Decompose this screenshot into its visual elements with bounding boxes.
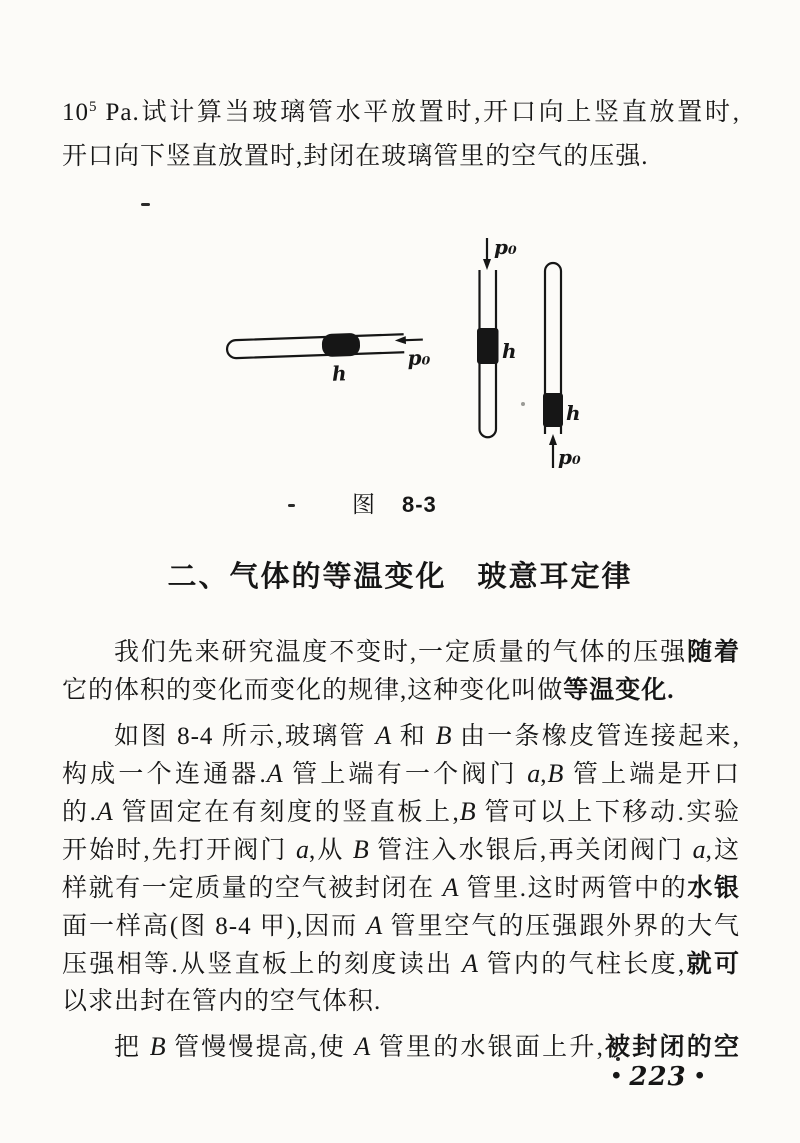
text-segment: 开始时,先打开阀门	[62, 837, 296, 864]
text-segment: a	[692, 835, 706, 864]
label-p0: p₀	[407, 345, 431, 371]
text-line	[62, 82, 740, 132]
tube-horizontal-outline	[227, 334, 405, 358]
text-segment: 和	[391, 723, 436, 750]
text-line	[62, 634, 740, 672]
text-segment: 面一样高(图 8-4 甲),因而	[62, 913, 367, 940]
text-segment: 10	[62, 99, 89, 126]
text-segment: B	[547, 759, 564, 788]
text-segment: 的.	[62, 799, 97, 826]
text-segment: 构成一个连通器.	[62, 761, 267, 788]
paragraph	[62, 1028, 740, 1066]
label-h: h	[566, 401, 581, 425]
text-segment: 管慢慢提高,使	[165, 1034, 355, 1061]
tube-horizontal	[227, 330, 432, 389]
text-segment: A	[375, 721, 392, 750]
text-segment: 就可	[685, 951, 740, 978]
text-segment: 随着	[687, 639, 740, 666]
text-line	[62, 869, 740, 907]
text-segment: 由一条橡皮管连接起来,	[451, 723, 740, 750]
text-segment: A	[266, 759, 283, 788]
text-segment: 试计算当玻璃管水平放置时,开口向上竖直放置时,	[139, 99, 740, 126]
text-line	[62, 755, 740, 793]
label-h: h	[331, 361, 347, 386]
bullet-right: •	[693, 1065, 706, 1087]
scan-speck	[141, 203, 150, 206]
text-segment: B	[149, 1032, 166, 1061]
text-line	[62, 945, 740, 983]
text-segment: Pa.	[96, 99, 140, 126]
text-segment: 管上端有一个阀门	[282, 761, 528, 788]
text-segment: ,	[540, 761, 548, 788]
text-line	[62, 1028, 740, 1066]
mercury-column-vertical2	[543, 393, 563, 427]
text-line	[62, 672, 740, 710]
paragraph	[62, 717, 740, 1021]
page-number	[578, 1062, 738, 1092]
text-segment: A	[442, 873, 459, 902]
label-p0: p₀	[494, 235, 517, 259]
text-line	[62, 983, 740, 1021]
text-segment: 管固定在有刻度的竖直板上,	[112, 799, 460, 826]
figure-caption-label: 图	[352, 492, 376, 517]
text-segment: 5	[89, 99, 97, 115]
pressure-arrowhead-left	[395, 336, 406, 344]
text-segment: ,这	[705, 837, 740, 864]
text-segment: 开口向下竖直放置时,封闭在玻璃管里的空气的压强.	[62, 143, 649, 170]
text-segment: 管里空气的压强跟外界的大气	[382, 913, 740, 940]
text-line	[62, 831, 740, 869]
text-segment: 样就有一定质量的空气被封闭在	[62, 875, 443, 902]
text-line	[62, 717, 740, 755]
label-h: h	[502, 339, 517, 363]
tube-vertical-open-top	[477, 235, 517, 437]
section-heading: 二、气体的等温变化 玻意耳定律	[167, 561, 633, 593]
text-segment: ,从	[308, 837, 353, 864]
body-text	[62, 634, 740, 1066]
mercury-column-vertical1	[477, 328, 499, 364]
text-segment: B	[435, 721, 452, 750]
text-segment: 以求出封在管内的空气体积.	[62, 988, 382, 1015]
tube-vertical-open-bottom	[543, 263, 581, 469]
text-segment: 管上端是开口	[563, 761, 740, 788]
text-segment: 水银	[687, 875, 740, 902]
text-line	[62, 907, 740, 945]
mercury-column-horizontal	[322, 333, 361, 357]
text-segment: 管里的水银面上升,	[370, 1034, 604, 1061]
text-segment: 被封闭的空	[603, 1034, 740, 1061]
label-p0: p₀	[558, 445, 581, 469]
text-segment: 等温变化.	[563, 677, 675, 704]
text-segment: 管可以上下移动.实验	[475, 799, 740, 826]
text-segment: 把	[114, 1034, 150, 1061]
paragraph	[62, 634, 740, 710]
text-segment: 它的体积的变化而变化的规律,这种变化叫做	[62, 677, 564, 704]
text-segment: A	[96, 797, 113, 826]
text-segment: 压强相等.从竖直板上的刻度读出	[62, 951, 463, 978]
text-segment: 管注入水银后,再关闭阀门	[368, 837, 693, 864]
figure-caption	[352, 486, 437, 519]
text-line	[62, 793, 740, 831]
bullet-left: •	[610, 1065, 623, 1087]
page-number-value: 223	[629, 1062, 687, 1092]
text-segment: a	[295, 835, 309, 864]
problem-text	[62, 82, 740, 182]
text-segment: 管里.这时两管中的	[458, 875, 688, 902]
text-segment: a	[527, 759, 541, 788]
text-segment: 如图 8-4 所示,玻璃管	[114, 723, 376, 750]
text-segment: A	[354, 1032, 371, 1061]
text-segment: B	[352, 835, 369, 864]
text-line	[62, 132, 740, 182]
text-segment: B	[459, 797, 476, 826]
text-segment: 我们先来研究温度不变时,一定质量的气体的压强	[114, 639, 688, 666]
scan-speck	[288, 504, 295, 507]
text-segment: A	[462, 949, 478, 978]
text-segment: 管内的气柱长度,	[477, 951, 686, 978]
pressure-arrowhead-down	[483, 259, 491, 270]
figure-caption-number: 8-3	[402, 492, 437, 517]
figure-8-3	[210, 230, 610, 480]
pressure-arrowhead-up	[549, 434, 557, 445]
text-segment: A	[366, 911, 383, 940]
